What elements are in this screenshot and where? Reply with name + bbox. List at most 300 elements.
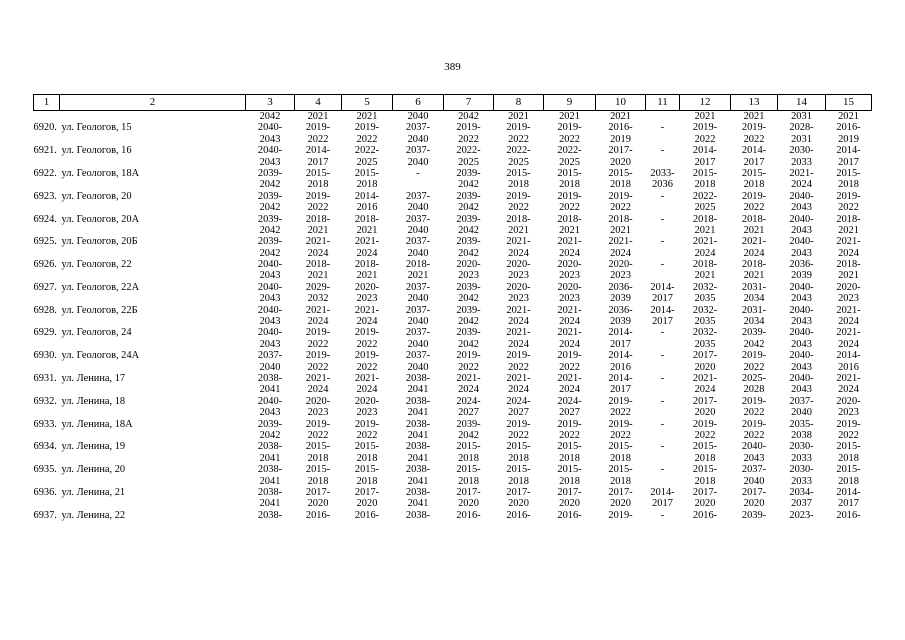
year-end: 2040: [407, 338, 429, 350]
year-start: 2019-: [506, 418, 531, 430]
year-start: -: [416, 167, 420, 179]
year-range-cell: [646, 464, 680, 487]
continuation-cell: 2021: [838, 111, 859, 122]
year-range-cell: [393, 396, 444, 419]
year-range-cell: [778, 373, 826, 396]
year-end: 2042: [458, 338, 479, 350]
year-start: 2017-: [506, 486, 531, 498]
year-range-cell: [246, 350, 295, 373]
year-range-cell: [778, 464, 826, 487]
year-end: 2042: [259, 224, 281, 236]
year-end: [680, 521, 731, 532]
year-end: 2019: [610, 133, 631, 145]
year-end: 2042: [259, 247, 281, 259]
year-start: 2014-: [305, 145, 331, 157]
year-range-cell: [295, 259, 342, 282]
year-start: 2034-: [789, 486, 814, 498]
continuation-empty-cell: [34, 111, 60, 123]
year-start: 2019-: [456, 350, 481, 362]
year-range-cell: [444, 487, 494, 510]
year-end: 2043: [791, 384, 812, 396]
year-range-cell: [295, 350, 342, 373]
year-end: [494, 521, 544, 532]
year-start: 2016-: [692, 509, 718, 521]
year-range-cell: [646, 282, 680, 305]
year-end: 2022: [508, 361, 529, 373]
address-name: ул. Ленина, 22: [61, 509, 126, 521]
year-range-cell: [295, 236, 342, 259]
year-range-cell: [393, 419, 444, 442]
column-header-11: 11: [646, 95, 680, 111]
address-name: ул. Ленина, 20: [61, 464, 126, 476]
year-start: 2014-: [836, 350, 861, 362]
year-range-cell: [494, 510, 544, 533]
year-range-cell: [596, 487, 646, 510]
year-range-cell: [342, 419, 393, 442]
year-end: 2033: [791, 452, 812, 464]
year-end: [646, 362, 680, 373]
year-start: 2039-: [741, 509, 767, 521]
column-header-2: 2: [60, 95, 246, 111]
address-name: ул. Геологов, 24А: [61, 350, 140, 362]
year-start: 2016-: [836, 122, 861, 134]
address-name: ул. Ленина, 21: [61, 486, 126, 498]
year-range-cell: [444, 350, 494, 373]
year-end: 2024: [559, 338, 580, 350]
year-start: 2032-: [692, 327, 718, 339]
year-end: 2022: [356, 338, 378, 350]
year-start: 2040-: [257, 145, 283, 157]
continuation-cell: 2021: [307, 111, 329, 122]
year-range-cell: [494, 282, 544, 305]
row-number: 6928.: [33, 304, 57, 316]
year-range-cell: [596, 350, 646, 373]
year-end: 2024: [307, 316, 329, 328]
year-range-cell: [246, 214, 295, 237]
year-range-cell: [494, 214, 544, 237]
year-start: 2020-: [305, 395, 331, 407]
year-range-cell: [826, 168, 872, 191]
year-range-cell: [393, 305, 444, 328]
year-end: 2021: [694, 224, 716, 236]
year-range-cell: [731, 122, 778, 145]
continuation-cell: 2042: [259, 111, 281, 122]
year-range-cell: [295, 441, 342, 464]
year-start: 2020-: [608, 259, 633, 271]
year-end: 2027: [508, 407, 529, 419]
year-range-cell: [393, 350, 444, 373]
year-start: 2015-: [354, 441, 380, 453]
year-range-cell: [826, 510, 872, 533]
year-end: 2024: [559, 316, 580, 328]
year-end: 2041: [407, 498, 429, 510]
year-start: 2039-: [456, 190, 481, 202]
year-range-cell: [544, 168, 596, 191]
year-range-cell: [731, 487, 778, 510]
year-range-cell: [826, 282, 872, 305]
year-start: 2019-: [354, 122, 380, 134]
year-end: 2022: [559, 361, 580, 373]
year-range-cell: [596, 464, 646, 487]
year-end: 2022: [694, 133, 716, 145]
year-start: 2019-: [836, 190, 861, 202]
year-end: 2018: [307, 475, 329, 487]
year-range-cell: [731, 419, 778, 442]
year-end: 2040: [407, 156, 429, 168]
year-start: 2037-: [405, 350, 431, 362]
year-end: [544, 521, 596, 532]
year-start: 2015-: [608, 464, 633, 476]
year-range-cell: [680, 350, 731, 373]
year-start: 2018-: [506, 213, 531, 225]
year-range-cell: [680, 191, 731, 214]
year-range-cell: [826, 373, 872, 396]
year-end: 2021: [356, 270, 378, 282]
year-end: 2041: [259, 384, 281, 396]
year-end: 2023: [356, 293, 378, 305]
year-range-cell: [494, 191, 544, 214]
year-start: 2017-: [692, 395, 718, 407]
year-range-cell: [295, 373, 342, 396]
year-range-cell: [680, 236, 731, 259]
year-end: 2033: [791, 475, 812, 487]
year-range-cell: [596, 259, 646, 282]
year-range-cell: [646, 510, 680, 533]
year-range-cell: [826, 259, 872, 282]
year-range-cell: [295, 419, 342, 442]
year-range-cell: [680, 327, 731, 350]
year-range-cell: [778, 396, 826, 419]
year-start: 2021-: [836, 304, 861, 316]
year-end: 2018: [838, 179, 859, 191]
row-number: 6929.: [33, 327, 57, 339]
year-range-cell: [646, 441, 680, 464]
row-number: 6937.: [33, 509, 57, 521]
year-end: [646, 248, 680, 259]
year-end: 2022: [610, 429, 631, 441]
table-row: [34, 191, 872, 214]
year-range-cell: [544, 145, 596, 168]
address-name: ул. Геологов, 18А: [61, 167, 140, 179]
year-end: 2020: [694, 498, 716, 510]
year-end: 2024: [559, 247, 580, 259]
year-end: [646, 339, 680, 350]
year-end: 2020: [307, 498, 329, 510]
year-range-cell: [544, 305, 596, 328]
row-number: 6936.: [33, 486, 57, 498]
year-range-cell: [646, 214, 680, 237]
year-range-cell: [778, 191, 826, 214]
year-end: 2043: [791, 224, 812, 236]
year-end: [646, 270, 680, 281]
continuation-empty-cell: [60, 111, 246, 123]
address-name: ул. Геологов, 22А: [61, 281, 140, 293]
year-start: 2022-: [456, 145, 481, 157]
year-start: 2022-: [692, 190, 718, 202]
address-schedule-table: [33, 94, 872, 532]
year-start: 2040-: [257, 259, 283, 271]
year-end: 2020: [508, 498, 529, 510]
year-start: 2019-: [506, 350, 531, 362]
year-start: 2040-: [789, 327, 814, 339]
year-end: 2018: [743, 179, 765, 191]
address-name: ул. Геологов, 20Б: [61, 236, 138, 248]
year-end: 2018: [559, 452, 580, 464]
year-start: 2019-: [741, 350, 767, 362]
row-number: 6930.: [33, 350, 57, 362]
year-start: 2017-: [608, 145, 633, 157]
year-range-cell: [444, 464, 494, 487]
year-start: 2018-: [608, 213, 633, 225]
year-range-cell: [393, 487, 444, 510]
year-end: 2024: [458, 384, 479, 396]
year-end: 2021: [743, 270, 765, 282]
year-start: 2014-: [650, 304, 675, 316]
year-start: 2016-: [354, 509, 380, 521]
year-range-cell: [295, 282, 342, 305]
year-range-cell: [680, 464, 731, 487]
year-end: [646, 407, 680, 418]
continuation-cell: 2021: [559, 111, 580, 122]
year-start: 2015-: [354, 464, 380, 476]
year-range-cell: [680, 259, 731, 282]
year-range-cell: [778, 305, 826, 328]
year-end: [646, 521, 680, 532]
year-start: 2037-: [405, 145, 431, 157]
column-header-6: 6: [393, 95, 444, 111]
year-end: 2039: [791, 270, 812, 282]
year-start: 2019-: [354, 350, 380, 362]
row-number: 6934.: [33, 441, 57, 453]
year-end: 2022: [356, 429, 378, 441]
year-range-cell: [342, 191, 393, 214]
year-start: 2040-: [257, 395, 283, 407]
year-range-cell: [544, 373, 596, 396]
year-range-cell: [544, 122, 596, 145]
year-start: 2032-: [692, 304, 718, 316]
year-end: [342, 521, 393, 532]
year-end: 2040: [407, 361, 429, 373]
year-start: 2015-: [506, 441, 531, 453]
year-range-cell: [342, 464, 393, 487]
year-range-cell: [826, 305, 872, 328]
year-end: 2040: [791, 407, 812, 419]
year-range-cell: [646, 236, 680, 259]
year-range-cell: [596, 305, 646, 328]
year-end: 2043: [259, 316, 281, 328]
year-start: 2016-: [836, 509, 861, 521]
year-start: 2020-: [557, 259, 582, 271]
continuation-cell: 2040: [407, 111, 429, 122]
year-end: 2033: [791, 156, 812, 168]
year-range-cell: [342, 441, 393, 464]
address-name: ул. Ленина, 18: [61, 395, 126, 407]
year-start: 2018-: [305, 213, 331, 225]
year-start: 2018-: [741, 213, 767, 225]
year-range-cell: [680, 168, 731, 191]
year-range-cell: [342, 145, 393, 168]
address-name: ул. Геологов, 15: [61, 122, 132, 134]
year-start: 2038-: [405, 509, 431, 521]
year-range-cell: [393, 441, 444, 464]
year-start: 2018-: [836, 259, 861, 271]
year-start: 2018-: [836, 213, 861, 225]
year-range-cell: [731, 191, 778, 214]
year-end: 2031: [791, 133, 812, 145]
year-start: 2019-: [692, 122, 718, 134]
year-start: 2023-: [789, 509, 814, 521]
year-range-cell: [393, 464, 444, 487]
year-start: 2038-: [405, 464, 431, 476]
year-end: 2024: [307, 384, 329, 396]
year-start: 2022-: [557, 145, 582, 157]
year-range-cell: [444, 305, 494, 328]
year-end: 2022: [508, 429, 529, 441]
year-end: 2024: [356, 384, 378, 396]
year-end: 2041: [259, 498, 281, 510]
row-number: 6926.: [33, 259, 57, 271]
year-start: -: [660, 122, 665, 134]
address-name: ул. Геологов, 22: [61, 259, 132, 271]
year-start: -: [660, 145, 665, 157]
year-range-cell: [246, 396, 295, 419]
year-end: 2042: [259, 202, 281, 214]
year-range-cell: [494, 327, 544, 350]
year-range-cell: [494, 396, 544, 419]
year-range-cell: [544, 441, 596, 464]
year-start: 2021-: [836, 236, 861, 248]
year-start: 2037-: [257, 350, 283, 362]
year-range-cell: [295, 214, 342, 237]
year-range-cell: [544, 419, 596, 442]
year-range-cell: [444, 236, 494, 259]
year-range-cell: [596, 373, 646, 396]
year-end: 2043: [259, 407, 281, 419]
year-range-cell: [393, 122, 444, 145]
year-range-cell: [544, 191, 596, 214]
year-end: 2021: [307, 224, 329, 236]
table-row: [34, 464, 872, 487]
year-start: 2020-: [354, 395, 380, 407]
year-end: 2017: [307, 156, 329, 168]
year-start: 2039-: [456, 418, 481, 430]
year-start: 2019-: [557, 122, 582, 134]
column-header-5: 5: [342, 95, 393, 111]
year-end: [778, 521, 826, 532]
year-range-cell: [444, 510, 494, 533]
year-range-cell: [393, 373, 444, 396]
row-number: 6927.: [33, 281, 57, 293]
year-start: 2038-: [405, 395, 431, 407]
year-end: 2022: [307, 429, 329, 441]
year-range-cell: [246, 282, 295, 305]
year-start: 2018-: [354, 213, 380, 225]
year-end: 2018: [458, 475, 479, 487]
year-range-cell: [342, 350, 393, 373]
year-start: 2015-: [305, 167, 331, 179]
year-end: 2016: [610, 361, 631, 373]
year-range-cell: [295, 305, 342, 328]
year-start: 2019-: [305, 327, 331, 339]
year-range-cell: [444, 396, 494, 419]
year-end: 2043: [791, 293, 812, 305]
year-end: 2043: [259, 338, 281, 350]
year-end: 2022: [458, 133, 479, 145]
year-end: 2018: [838, 452, 859, 464]
year-start: 2018-: [405, 259, 431, 271]
year-end: 2020: [694, 361, 716, 373]
year-start: 2019-: [305, 418, 331, 430]
table-row: [34, 282, 872, 305]
year-range-cell: [444, 327, 494, 350]
year-end: 2025: [356, 156, 378, 168]
year-end: 2023: [610, 270, 631, 282]
year-start: 2021-: [506, 304, 531, 316]
year-range-cell: [544, 327, 596, 350]
address-name: ул. Геологов, 20: [61, 190, 132, 202]
year-range-cell: [246, 464, 295, 487]
year-end: 2020: [458, 498, 479, 510]
year-end: 2034: [743, 293, 765, 305]
year-range-cell: [646, 350, 680, 373]
year-end: 2021: [838, 224, 859, 236]
year-start: 2037-: [789, 395, 814, 407]
year-end: 2025: [458, 156, 479, 168]
year-end: 2040: [407, 202, 429, 214]
year-range-cell: [246, 510, 295, 533]
year-start: -: [660, 350, 665, 362]
year-end: 2018: [356, 452, 378, 464]
year-end: 2021: [356, 224, 378, 236]
year-range-cell: [731, 441, 778, 464]
year-start: 2021-: [557, 304, 582, 316]
year-start: 2039-: [456, 167, 481, 179]
year-range-cell: [295, 327, 342, 350]
table-row: [34, 122, 872, 145]
year-start: 2038-: [405, 486, 431, 498]
year-end: 2020: [559, 498, 580, 510]
year-start: 2030-: [789, 441, 814, 453]
table-row: [34, 396, 872, 419]
year-end: 2018: [307, 452, 329, 464]
year-range-cell: [826, 191, 872, 214]
year-start: 2021-: [836, 327, 861, 339]
year-end: 2024: [791, 179, 812, 191]
year-end: 2022: [743, 202, 765, 214]
year-start: 2019-: [305, 190, 331, 202]
row-number: 6923.: [33, 190, 57, 202]
year-end: 2027: [559, 407, 580, 419]
year-start: 2019-: [692, 418, 718, 430]
year-start: 2018-: [354, 259, 380, 271]
year-end: 2017: [610, 338, 631, 350]
year-range-cell: [731, 350, 778, 373]
year-range-cell: [596, 419, 646, 442]
year-range-cell: [246, 168, 295, 191]
year-end: 2042: [458, 293, 479, 305]
year-range-cell: [295, 168, 342, 191]
year-end: 2022: [743, 361, 765, 373]
year-end: 2034: [743, 316, 765, 328]
year-start: 2015-: [456, 464, 481, 476]
year-range-cell: [544, 282, 596, 305]
year-start: 2037-: [741, 464, 767, 476]
year-range-cell: [826, 122, 872, 145]
year-range-cell: [544, 350, 596, 373]
year-end: 2019: [838, 133, 859, 145]
year-start: 2019-: [741, 190, 767, 202]
year-start: 2037-: [405, 327, 431, 339]
